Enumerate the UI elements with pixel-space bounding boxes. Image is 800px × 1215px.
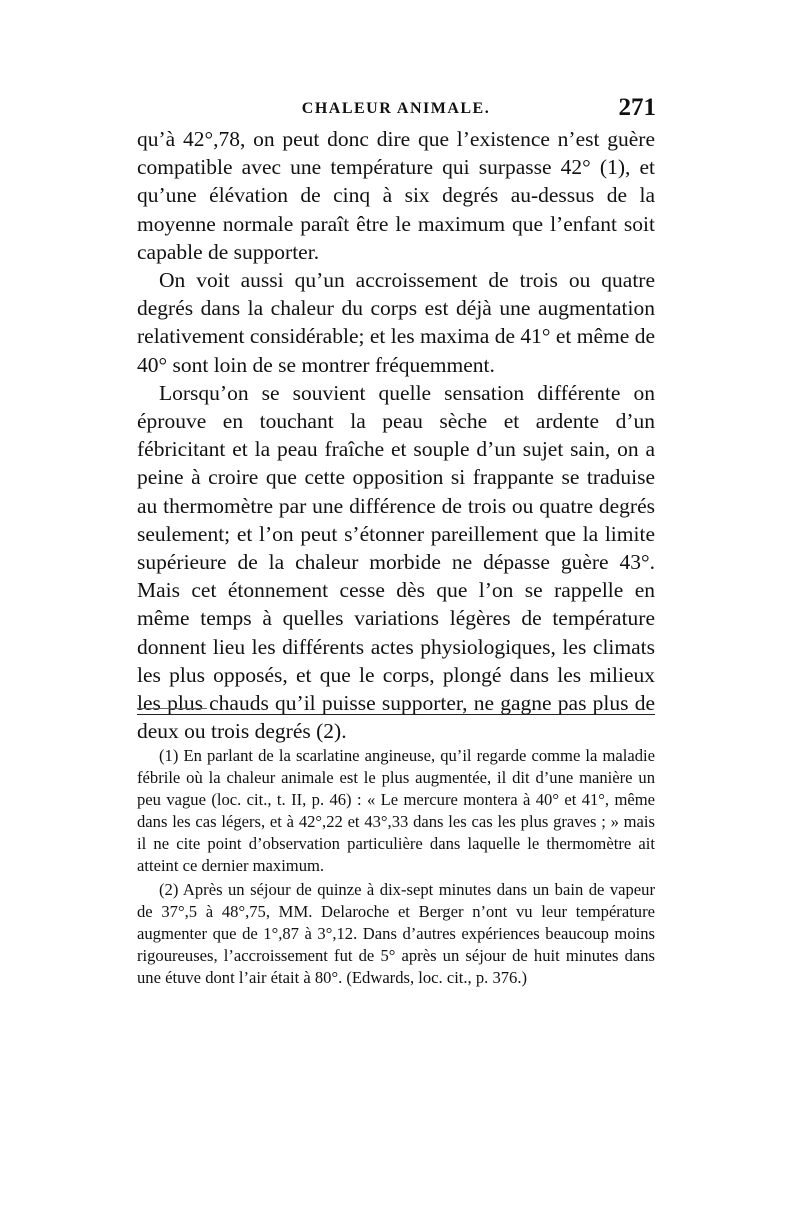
running-head xyxy=(136,96,656,126)
footnotes xyxy=(137,745,655,989)
body-text xyxy=(137,125,655,745)
body-paragraph-1: qu’à 42°,78, on peut donc dire que l’existence n’est guère compatible avec une température qui surpasse 42° (1), et qu’une élévation de cinq à six degrés au-dessus de la moyenne normale paraît être le maximum que l’enfant soit capable de supporter. xyxy=(137,127,655,264)
body-paragraph-3: Lorsqu’on se souvient quelle sensation différente on éprouve en touchant la peau sèche et ardente d’un fébricitant et la peau fraîche et souple d’un sujet sain, on a peine à croire que cette opposition si frappante se traduise au thermomètre par une différence de trois ou quatre degrés seulement; et l’on peut s’étonner pareillement que la limite supérieure de la chaleur morbide ne dépasse guère 43°. Mais cet étonnement cesse dès que l’on se rappelle en même temps à quelles variations légères de température donnent lieu les différents actes physiologiques, les climats les plus opposés, et que le corps, plongé dans les milieux les plus chauds qu’il puisse supporter, ne gagne pas plus de deux ou trois degrés (2). xyxy=(137,380,655,744)
body-paragraph-2: On voit aussi qu’un accroissement de trois ou quatre degrés dans la chaleur du corps est déjà une augmentation relativement considérable; et les maxima de 41° et même de 40° sont loin de se montrer fréquemment. xyxy=(137,268,655,377)
footnote-separator xyxy=(137,714,655,715)
footnote-2: (2) Après un séjour de quinze à dix-sept minutes dans un bain de vapeur de 37°,5 à 48°,75, MM. Delaroche et Berger n’ont vu leur température augmenter que de 1°,87 à 3°,12. Dans d’autres expériences beaucoup moins rigoureuses, l’accroissement fut de 5° après un séjour de huit minutes dans une étuve dont l’air était à 80°. (Edwards, loc. cit., p. 376.) xyxy=(137,880,655,988)
running-title: CHALEUR ANIMALE. xyxy=(301,100,491,117)
footnote-1: (1) En parlant de la scarlatine angineuse, qu’il regarde comme la maladie fébrile où la chaleur animale est le plus augmentée, il dit d’une manière un peu vague (loc. cit., t. II, p. 46) : « Le mercure montera à 40° et 41°, même dans les cas légers, et à 42°,22 et 43°,33 dans les cas les plus graves ; » mais il ne cite point d’observation particulière dans laquelle le thermomètre ait atteint ce dernier maximum. xyxy=(137,746,655,875)
page-number: 271 xyxy=(618,94,656,121)
footnote-rule-short xyxy=(137,708,207,709)
